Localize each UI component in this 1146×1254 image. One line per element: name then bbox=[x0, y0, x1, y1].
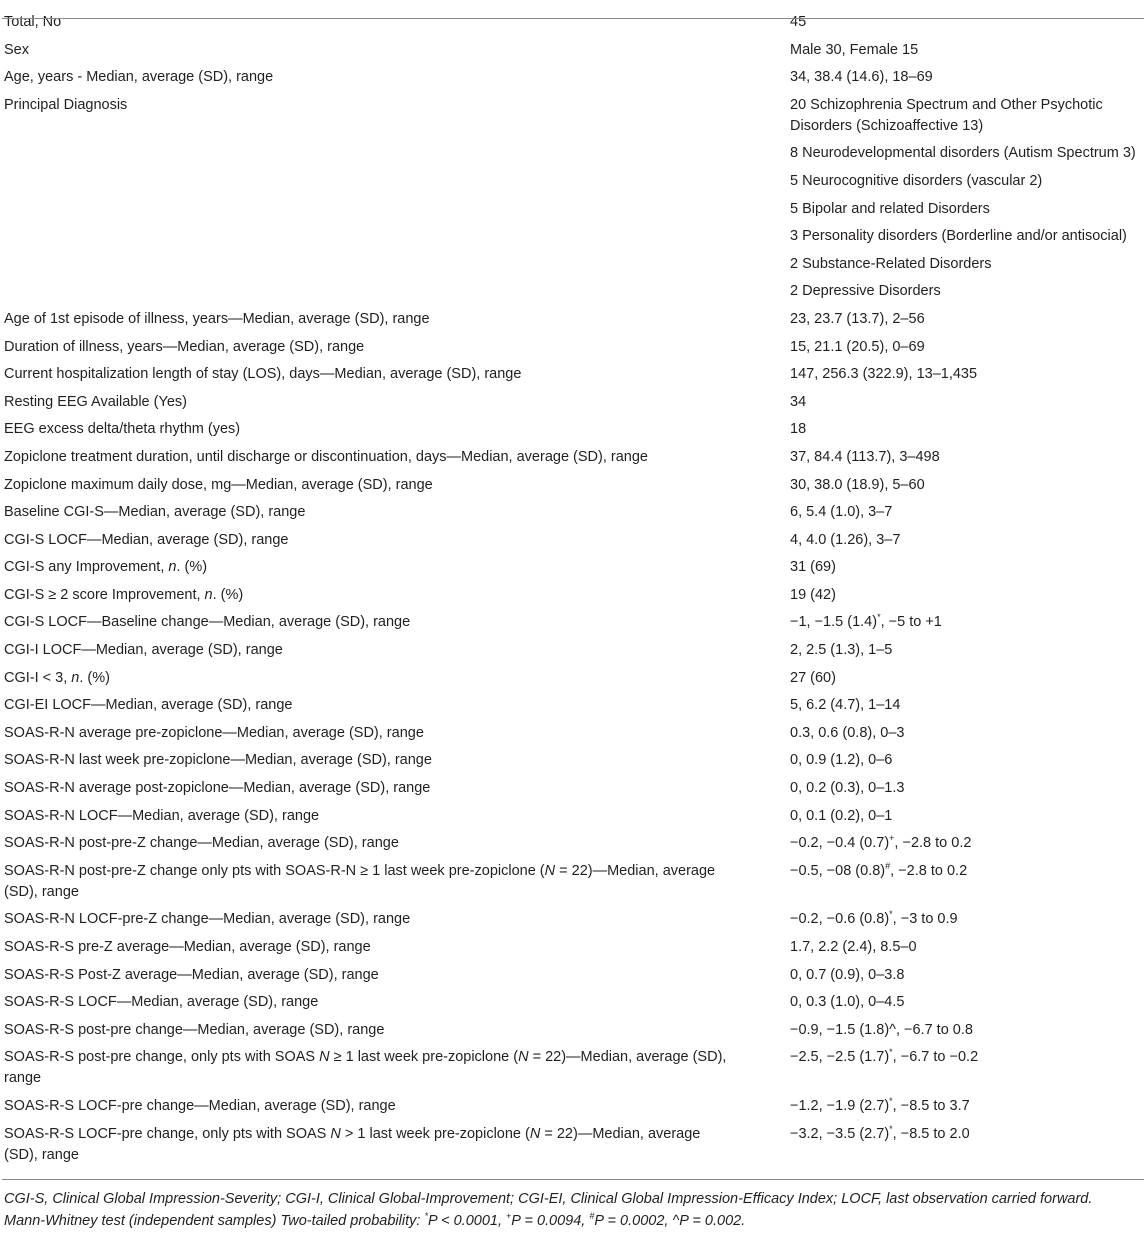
text-part: , −6.7 to −0.2 bbox=[892, 1049, 979, 1066]
table-row bbox=[2, 612, 1144, 640]
text-part: = 22)—Median, average (SD), range bbox=[4, 862, 716, 900]
table-row bbox=[2, 447, 1144, 475]
text-part: = 22)—Median, average (SD), range bbox=[4, 1125, 701, 1163]
row-label: SOAS-R-N LOCF-pre-Z change—Median, average (SD), range bbox=[4, 911, 411, 928]
row-label: Sex bbox=[4, 41, 29, 58]
row-label bbox=[2, 226, 788, 254]
row-label: SOAS-R-S Post-Z average—Median, average (SD), range bbox=[4, 966, 379, 983]
text-part: * bbox=[889, 1123, 893, 1134]
row-value: 15, 21.1 (20.5), 0–69 bbox=[790, 338, 925, 355]
row-label: Duration of illness, years—Median, average (SD), range bbox=[4, 338, 365, 355]
row-value: 0, 0.1 (0.2), 0–1 bbox=[790, 807, 893, 824]
text-part: −2.5, −2.5 (1.7) bbox=[790, 1049, 890, 1066]
row-value: 0.3, 0.6 (0.8), 0–3 bbox=[790, 724, 905, 741]
table-row bbox=[2, 557, 1144, 585]
row-value: 2 Substance-Related Disorders bbox=[790, 255, 992, 272]
table-row bbox=[2, 12, 1144, 40]
text-part: N bbox=[330, 1125, 341, 1142]
statistics-note bbox=[4, 1210, 1144, 1232]
table-row bbox=[2, 1020, 1144, 1048]
row-label: SOAS-R-S LOCF-pre change—Median, average (SD), range bbox=[4, 1097, 396, 1114]
row-value bbox=[788, 833, 1144, 861]
table-row bbox=[2, 861, 1144, 910]
table-row bbox=[2, 1124, 1144, 1173]
text-part: , −8.5 to 2.0 bbox=[892, 1125, 970, 1142]
row-label: SOAS-R-N LOCF—Median, average (SD), range bbox=[4, 807, 320, 824]
row-value: 19 (42) bbox=[790, 586, 836, 603]
row-label: SOAS-R-N average post-zopiclone—Median, average (SD), range bbox=[4, 780, 431, 797]
text-part: . (%) bbox=[176, 559, 208, 576]
row-value: 5 Bipolar and related Disorders bbox=[790, 200, 990, 217]
table-row bbox=[2, 668, 1144, 696]
row-value: −0.9, −1.5 (1.8)^, −6.7 to 0.8 bbox=[790, 1021, 973, 1038]
row-label bbox=[2, 281, 788, 309]
row-value: 23, 23.7 (13.7), 2–56 bbox=[790, 310, 925, 327]
text-part: + bbox=[889, 833, 895, 844]
stats-part: * bbox=[424, 1211, 428, 1222]
row-value: 34, 38.4 (14.6), 18–69 bbox=[790, 69, 933, 86]
text-part: . (%) bbox=[79, 669, 110, 686]
table-row bbox=[2, 965, 1144, 993]
row-label bbox=[2, 668, 788, 696]
table-row bbox=[2, 254, 1144, 282]
table-row bbox=[2, 1047, 1144, 1096]
row-value: 37, 84.4 (113.7), 3–498 bbox=[790, 448, 940, 465]
bottom-rule bbox=[2, 1179, 1144, 1180]
row-value: 5, 6.2 (4.7), 1–14 bbox=[790, 697, 901, 714]
text-part: −1.2, −1.9 (2.7) bbox=[790, 1097, 890, 1114]
table-row bbox=[2, 281, 1144, 309]
text-part: N bbox=[529, 1125, 541, 1142]
row-value: Male 30, Female 15 bbox=[790, 41, 919, 58]
table-row bbox=[2, 530, 1144, 558]
row-value: 31 (69) bbox=[790, 559, 836, 576]
text-part: n bbox=[204, 586, 213, 603]
row-value: 45 bbox=[790, 14, 807, 30]
row-label: Baseline CGI-S—Median, average (SD), range bbox=[4, 504, 306, 521]
row-value bbox=[788, 1047, 1144, 1096]
text-part: ≥ 1 last week pre-zopiclone ( bbox=[329, 1049, 519, 1066]
row-value: 1.7, 2.2 (2.4), 8.5–0 bbox=[790, 939, 917, 955]
row-label: CGI-S LOCF—Baseline change—Median, average (SD), range bbox=[4, 614, 411, 631]
row-value bbox=[788, 909, 1144, 937]
row-value bbox=[788, 612, 1144, 640]
table-row bbox=[2, 833, 1144, 861]
row-value: 4, 4.0 (1.26), 3–7 bbox=[790, 531, 901, 548]
stats-part: P = 0.0094, bbox=[511, 1213, 590, 1230]
row-value: 0, 0.2 (0.3), 0–1.3 bbox=[790, 780, 905, 797]
text-part: SOAS-R-S LOCF-pre change, only pts with SOAS bbox=[4, 1125, 331, 1142]
row-label: CGI-EI LOCF—Median, average (SD), range bbox=[4, 697, 293, 714]
row-value: 6, 5.4 (1.0), 3–7 bbox=[790, 504, 893, 521]
row-value: 30, 38.0 (18.9), 5–60 bbox=[790, 476, 925, 493]
text-part: −0.2, −0.4 (0.7) bbox=[790, 835, 890, 852]
table-row bbox=[2, 199, 1144, 227]
table-row bbox=[2, 909, 1144, 937]
table-row bbox=[2, 695, 1144, 723]
row-value: 3 Personality disorders (Borderline and/or antisocial) bbox=[790, 228, 1127, 245]
row-label bbox=[2, 1047, 788, 1096]
text-part: SOAS-R-N post-pre-Z change only pts with SOAS-R-N ≥ 1 last week pre-zopiclone ( bbox=[4, 862, 545, 879]
row-label bbox=[2, 585, 788, 613]
text-part: , −5 to +1 bbox=[880, 614, 942, 631]
table-body bbox=[2, 12, 1144, 1172]
row-label: Zopiclone treatment duration, until discharge or discontinuation, days—Median, average (SD), range bbox=[4, 448, 648, 465]
table-row bbox=[2, 419, 1144, 447]
table-row bbox=[2, 95, 1144, 144]
stats-part: P = 0.0002, ^P = 0.002. bbox=[594, 1213, 746, 1230]
text-part: n bbox=[168, 559, 177, 576]
row-label: SOAS-R-S pre-Z average—Median, average (SD), range bbox=[4, 939, 371, 955]
text-part: SOAS-R-S post-pre change, only pts with SOAS bbox=[4, 1049, 320, 1066]
row-label bbox=[2, 861, 788, 910]
row-value: 18 bbox=[790, 421, 807, 438]
stats-part: # bbox=[589, 1211, 595, 1222]
table-row bbox=[2, 67, 1144, 95]
row-value: 147, 256.3 (322.9), 13–1,435 bbox=[790, 366, 978, 383]
row-value bbox=[788, 861, 1144, 910]
table-row bbox=[2, 640, 1144, 668]
table-row bbox=[2, 750, 1144, 778]
table-row bbox=[2, 226, 1144, 254]
text-part: , −8.5 to 3.7 bbox=[892, 1097, 970, 1114]
row-value: 5 Neurocognitive disorders (vascular 2) bbox=[790, 172, 1043, 189]
table-row bbox=[2, 723, 1144, 751]
row-label bbox=[2, 254, 788, 282]
text-part: −0.2, −0.6 (0.8) bbox=[790, 911, 890, 928]
row-value: 20 Schizophrenia Spectrum and Other Psychotic Disorders (Schizoaffective 13) bbox=[790, 96, 1103, 134]
text-part: −1, −1.5 (1.4) bbox=[790, 614, 878, 631]
row-label: Current hospitalization length of stay (LOS), days—Median, average (SD), range bbox=[4, 366, 522, 383]
table-row bbox=[2, 171, 1144, 199]
row-value: 27 (60) bbox=[790, 669, 836, 686]
table-row bbox=[2, 806, 1144, 834]
row-value: 2 Depressive Disorders bbox=[790, 283, 941, 300]
stats-part: Mann-Whitney test (independent samples) Two-tailed probability: bbox=[4, 1213, 425, 1230]
stats-part: P < 0.0001, bbox=[427, 1213, 507, 1230]
row-label: SOAS-R-S post-pre change—Median, average (SD), range bbox=[4, 1021, 385, 1038]
text-part: # bbox=[885, 860, 891, 871]
row-label: EEG excess delta/theta rhythm (yes) bbox=[4, 421, 241, 438]
top-rule bbox=[2, 18, 1144, 19]
row-label bbox=[2, 199, 788, 227]
text-part: , −2.8 to 0.2 bbox=[894, 835, 972, 852]
row-value: 0, 0.3 (1.0), 0–4.5 bbox=[790, 994, 905, 1011]
table-row bbox=[2, 392, 1144, 420]
row-value: 2, 2.5 (1.3), 1–5 bbox=[790, 642, 893, 659]
row-label bbox=[2, 557, 788, 585]
row-label: Principal Diagnosis bbox=[4, 96, 128, 113]
table-row bbox=[2, 992, 1144, 1020]
row-label bbox=[2, 143, 788, 171]
text-part: −0.5, −08 (0.8) bbox=[790, 862, 886, 879]
row-value bbox=[788, 1096, 1144, 1124]
table-row bbox=[2, 475, 1144, 503]
table-row bbox=[2, 502, 1144, 530]
text-part: n bbox=[71, 669, 80, 686]
row-label: CGI-I LOCF—Median, average (SD), range bbox=[4, 642, 283, 659]
text-part: > 1 last week pre-zopiclone ( bbox=[340, 1125, 530, 1142]
text-part: N bbox=[544, 862, 556, 879]
row-label: SOAS-R-S LOCF—Median, average (SD), range bbox=[4, 994, 319, 1011]
text-part: CGI-I < 3, bbox=[4, 669, 72, 686]
text-part: N bbox=[319, 1049, 330, 1066]
table-row bbox=[2, 40, 1144, 68]
table-row bbox=[2, 309, 1144, 337]
text-part: * bbox=[889, 1096, 893, 1107]
row-label: Resting EEG Available (Yes) bbox=[4, 393, 187, 410]
text-part: . (%) bbox=[212, 586, 244, 603]
table-footnotes bbox=[2, 1188, 1144, 1232]
table-row bbox=[2, 337, 1144, 365]
row-label bbox=[2, 1124, 788, 1173]
row-label: Total, No bbox=[4, 14, 62, 30]
row-value: 0, 0.9 (1.2), 0–6 bbox=[790, 752, 893, 769]
table-row bbox=[2, 937, 1144, 965]
text-part: CGI-S any Improvement, bbox=[4, 559, 169, 576]
row-value: 8 Neurodevelopmental disorders (Autism Spectrum 3) bbox=[790, 145, 1136, 162]
row-label: Zopiclone maximum daily dose, mg—Median, average (SD), range bbox=[4, 476, 433, 493]
text-part: * bbox=[877, 612, 881, 623]
row-label: Age of 1st episode of illness, years—Median, average (SD), range bbox=[4, 310, 430, 327]
row-label bbox=[2, 171, 788, 199]
table-row bbox=[2, 585, 1144, 613]
stats-part: + bbox=[506, 1211, 512, 1222]
text-part: , −2.8 to 0.2 bbox=[890, 862, 968, 879]
row-value bbox=[788, 1124, 1144, 1173]
text-part: CGI-S ≥ 2 score Improvement, bbox=[4, 586, 205, 603]
table-row bbox=[2, 778, 1144, 806]
text-part: = 22)—Median, average (SD), range bbox=[4, 1049, 727, 1087]
row-value: 34 bbox=[790, 393, 807, 410]
row-label: SOAS-R-N average pre-zopiclone—Median, average (SD), range bbox=[4, 724, 424, 741]
text-part: , −3 to 0.9 bbox=[892, 911, 958, 928]
table-row bbox=[2, 143, 1144, 171]
table-row bbox=[2, 1096, 1144, 1124]
characteristics-table bbox=[2, 12, 1144, 1172]
row-label: SOAS-R-N post-pre-Z change—Median, average (SD), range bbox=[4, 835, 399, 852]
row-label: Age, years - Median, average (SD), range bbox=[4, 69, 274, 86]
data-table-container bbox=[2, 12, 1144, 1232]
row-value: 0, 0.7 (0.9), 0–3.8 bbox=[790, 966, 905, 983]
row-label: CGI-S LOCF—Median, average (SD), range bbox=[4, 531, 289, 548]
abbreviations-note: CGI-S, Clinical Global Impression-Severity; CGI-I, Clinical Global-Improvement; CGI-EI, Clinical Global Impression-Efficacy Index; LOCF, last observation carried forward. bbox=[4, 1191, 1093, 1208]
text-part: −3.2, −3.5 (2.7) bbox=[790, 1125, 890, 1142]
text-part: * bbox=[889, 1047, 893, 1058]
row-label: SOAS-R-N last week pre-zopiclone—Median, average (SD), range bbox=[4, 752, 432, 769]
text-part: * bbox=[889, 909, 893, 920]
table-row bbox=[2, 364, 1144, 392]
text-part: N bbox=[518, 1049, 529, 1066]
